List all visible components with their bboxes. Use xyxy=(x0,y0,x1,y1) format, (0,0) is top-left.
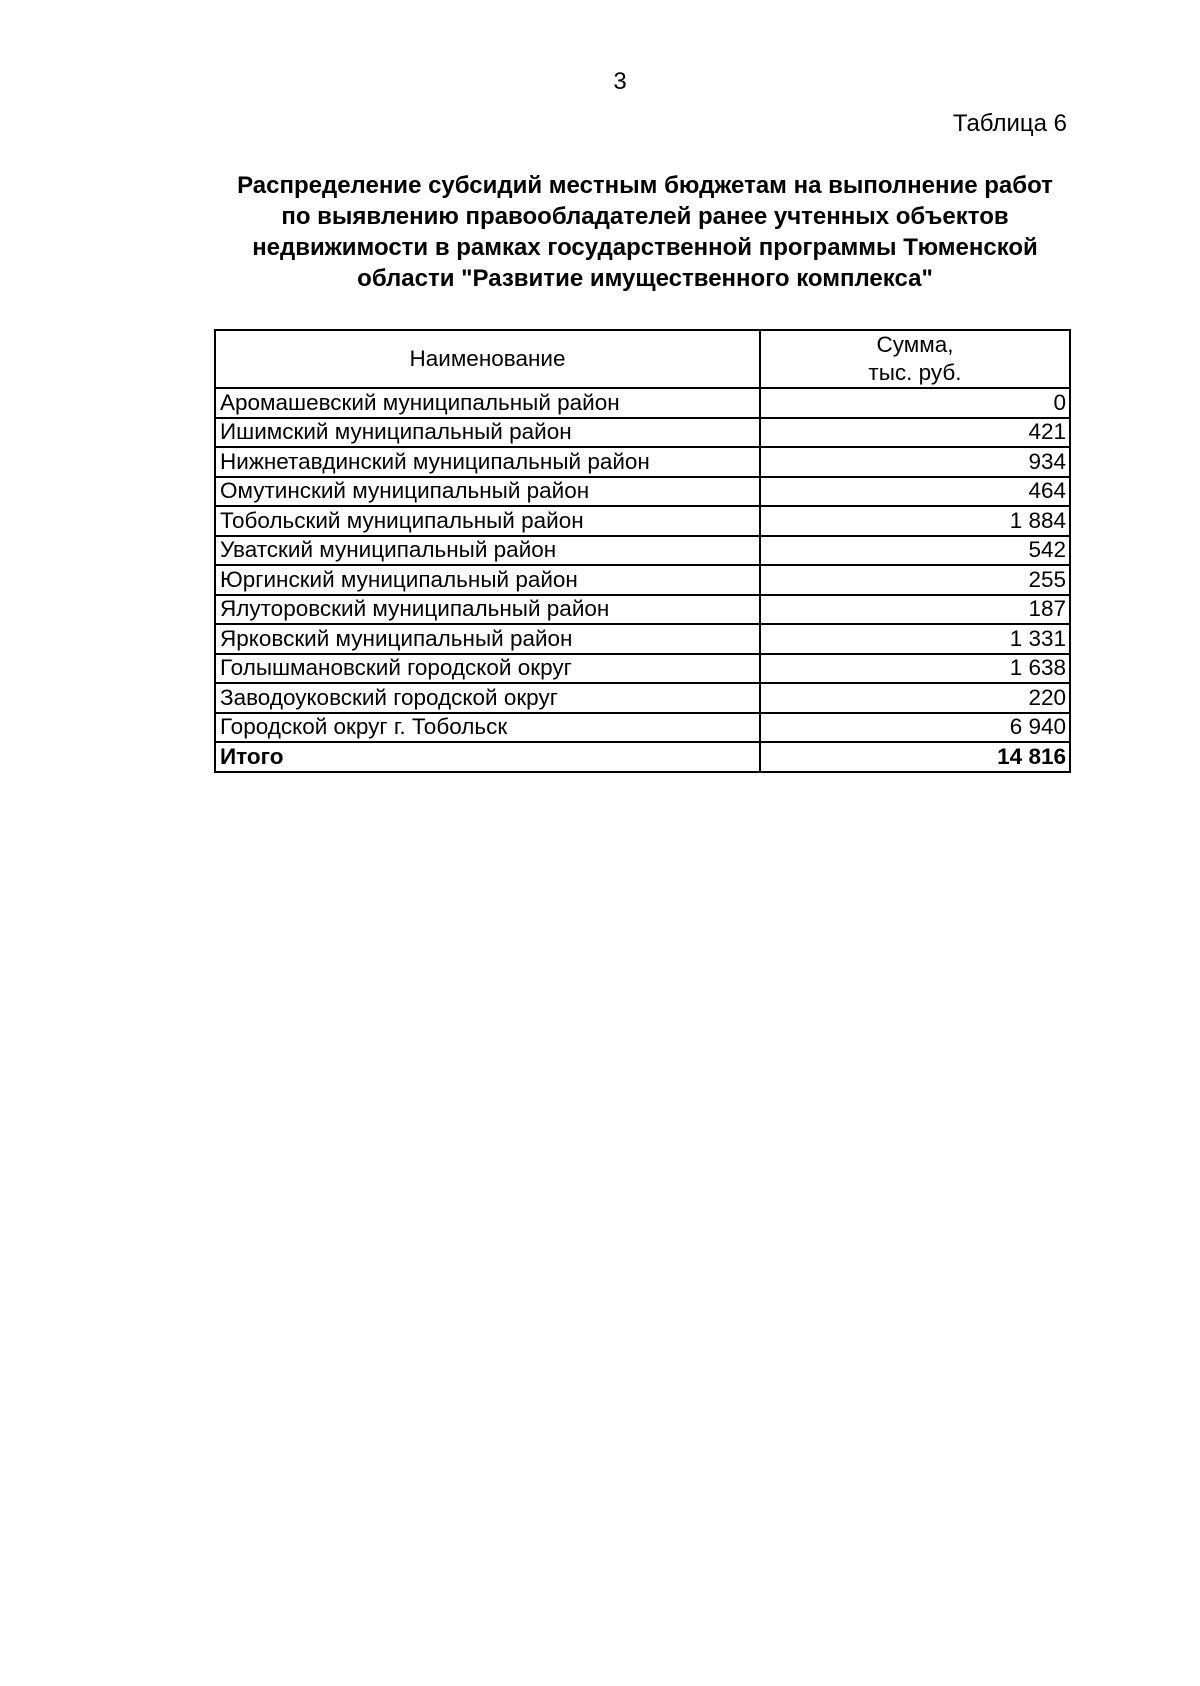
subsidy-table xyxy=(214,329,1071,773)
row-name: Омутинский муниципальный район xyxy=(215,477,760,507)
title-line: по выявлению правообладателей ранее учтенных объектов xyxy=(281,203,1009,230)
row-value: 0 xyxy=(760,388,1070,418)
table-row xyxy=(215,595,1070,625)
total-label: Итого xyxy=(215,742,760,772)
table-row xyxy=(215,683,1070,713)
table-row xyxy=(215,477,1070,507)
row-name: Голышмановский городской округ xyxy=(215,654,760,684)
table-row xyxy=(215,654,1070,684)
header-sum-line1: Сумма, xyxy=(876,332,954,357)
row-name: Ялуторовский муниципальный район xyxy=(215,595,760,625)
table-label: Таблица 6 xyxy=(952,110,1067,137)
row-name: Городской округ г. Тобольск xyxy=(215,713,760,743)
header-name: Наименование xyxy=(215,330,760,388)
table-row xyxy=(215,713,1070,743)
row-value: 1 331 xyxy=(760,624,1070,654)
row-name: Нижнетавдинский муниципальный район xyxy=(215,447,760,477)
title-line: Распределение субсидий местным бюджетам на выполнение работ xyxy=(237,172,1053,199)
title-line: недвижимости в рамках государственной программы Тюменской xyxy=(252,234,1038,261)
document-title xyxy=(205,170,1085,294)
table-row xyxy=(215,565,1070,595)
row-name: Аромашевский муниципальный район xyxy=(215,388,760,418)
row-value: 464 xyxy=(760,477,1070,507)
page-number: 3 xyxy=(613,68,627,95)
table-row xyxy=(215,624,1070,654)
row-value: 220 xyxy=(760,683,1070,713)
row-value: 1 638 xyxy=(760,654,1070,684)
table-row xyxy=(215,536,1070,566)
row-name: Ишимский муниципальный район xyxy=(215,418,760,448)
row-name: Заводоуковский городской округ xyxy=(215,683,760,713)
row-value: 421 xyxy=(760,418,1070,448)
row-name: Юргинский муниципальный район xyxy=(215,565,760,595)
table-row xyxy=(215,388,1070,418)
row-value: 187 xyxy=(760,595,1070,625)
row-value: 542 xyxy=(760,536,1070,566)
title-line: области "Развитие имущественного комплекса" xyxy=(357,265,933,292)
row-value: 934 xyxy=(760,447,1070,477)
table-row xyxy=(215,418,1070,448)
row-value: 1 884 xyxy=(760,506,1070,536)
table-row xyxy=(215,447,1070,477)
row-value: 255 xyxy=(760,565,1070,595)
total-row xyxy=(215,742,1070,772)
table-header-row xyxy=(215,330,1070,388)
table-body xyxy=(215,388,1070,772)
header-sum xyxy=(760,330,1070,388)
table-row xyxy=(215,506,1070,536)
row-name: Тобольский муниципальный район xyxy=(215,506,760,536)
row-name: Уватский муниципальный район xyxy=(215,536,760,566)
header-sum-line2: тыс. руб. xyxy=(868,360,962,385)
row-value: 6 940 xyxy=(760,713,1070,743)
row-name: Ярковский муниципальный район xyxy=(215,624,760,654)
total-value: 14 816 xyxy=(760,742,1070,772)
